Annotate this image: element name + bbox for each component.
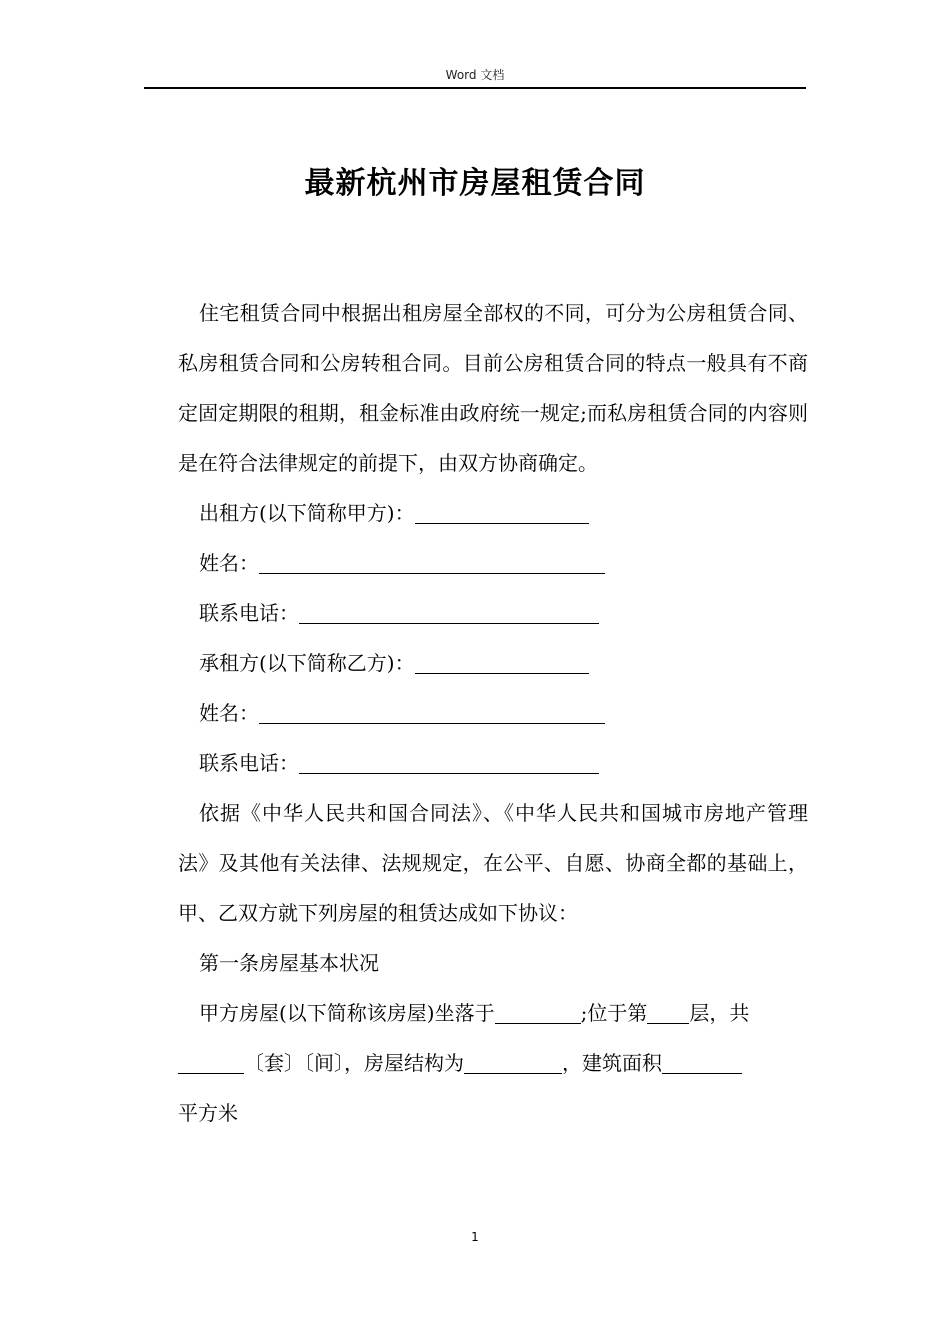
basis-paragraph: 依据《中华人民共和国合同法》、《中华人民共和国城市房地产管理法》及其他有关法律、法规规定，在公平、自愿、协商全都的基础上，甲、乙双方就下列房屋的租赁达成如下协议： <box>178 801 808 925</box>
article1-text-6: 平方米 <box>178 1101 238 1125</box>
lessee-phone-blank <box>299 743 599 774</box>
structure-blank <box>464 1043 562 1074</box>
article1-heading: 第一条房屋基本状况 <box>199 951 379 975</box>
lessor-name-line <box>178 538 808 588</box>
lessee-name-blank <box>259 693 605 724</box>
header-rule <box>144 87 806 89</box>
lessee-line <box>178 638 808 688</box>
units-blank <box>178 1043 244 1074</box>
location-blank <box>495 993 581 1024</box>
lessor-blank <box>415 493 589 524</box>
lessor-phone-line <box>178 588 808 638</box>
lessee-blank <box>415 643 589 674</box>
lessor-name-label: 姓名： <box>199 551 259 575</box>
lessor-phone-label: 联系电话： <box>199 601 299 625</box>
lessor-line <box>178 488 808 538</box>
lessor-label: 出租方(以下简称甲方)： <box>199 501 415 525</box>
article1-paragraph <box>178 988 808 1138</box>
lessee-phone-line <box>178 738 808 788</box>
lessor-name-blank <box>259 543 605 574</box>
intro-paragraph: 住宅租赁合同中根据出租房屋全部权的不同，可分为公房租赁合同、私房租赁合同和公房转租合同。目前公房租赁合同的特点一般具有不商定固定期限的租期，租金标准由政府统一规定;而私房租赁合同的内容则是在符合法律规定的前提下，由双方协商确定。 <box>178 301 808 475</box>
article1-text-4: 〔套〕〔间〕，房屋结构为 <box>244 1051 464 1075</box>
lessee-name-label: 姓名： <box>199 701 259 725</box>
lessee-label: 承租方(以下简称乙方)： <box>199 651 415 675</box>
document-body <box>178 288 808 1138</box>
article1-text-2: ;位于第 <box>580 1001 648 1025</box>
article1-text-5: ，建筑面积 <box>562 1051 662 1075</box>
lessee-name-line <box>178 688 808 738</box>
floor-blank <box>647 993 689 1024</box>
article1-text-1: 甲方房屋(以下简称该房屋)坐落于 <box>199 1001 495 1025</box>
document-title: 最新杭州市房屋租赁合同 <box>304 166 646 201</box>
lessor-phone-blank <box>299 593 599 624</box>
lessee-phone-label: 联系电话： <box>199 751 299 775</box>
article1-text-3: 层，共 <box>689 1001 750 1025</box>
page-number: 1 <box>471 1230 479 1244</box>
header-text: Word 文档 <box>445 68 505 82</box>
area-blank <box>662 1043 742 1074</box>
